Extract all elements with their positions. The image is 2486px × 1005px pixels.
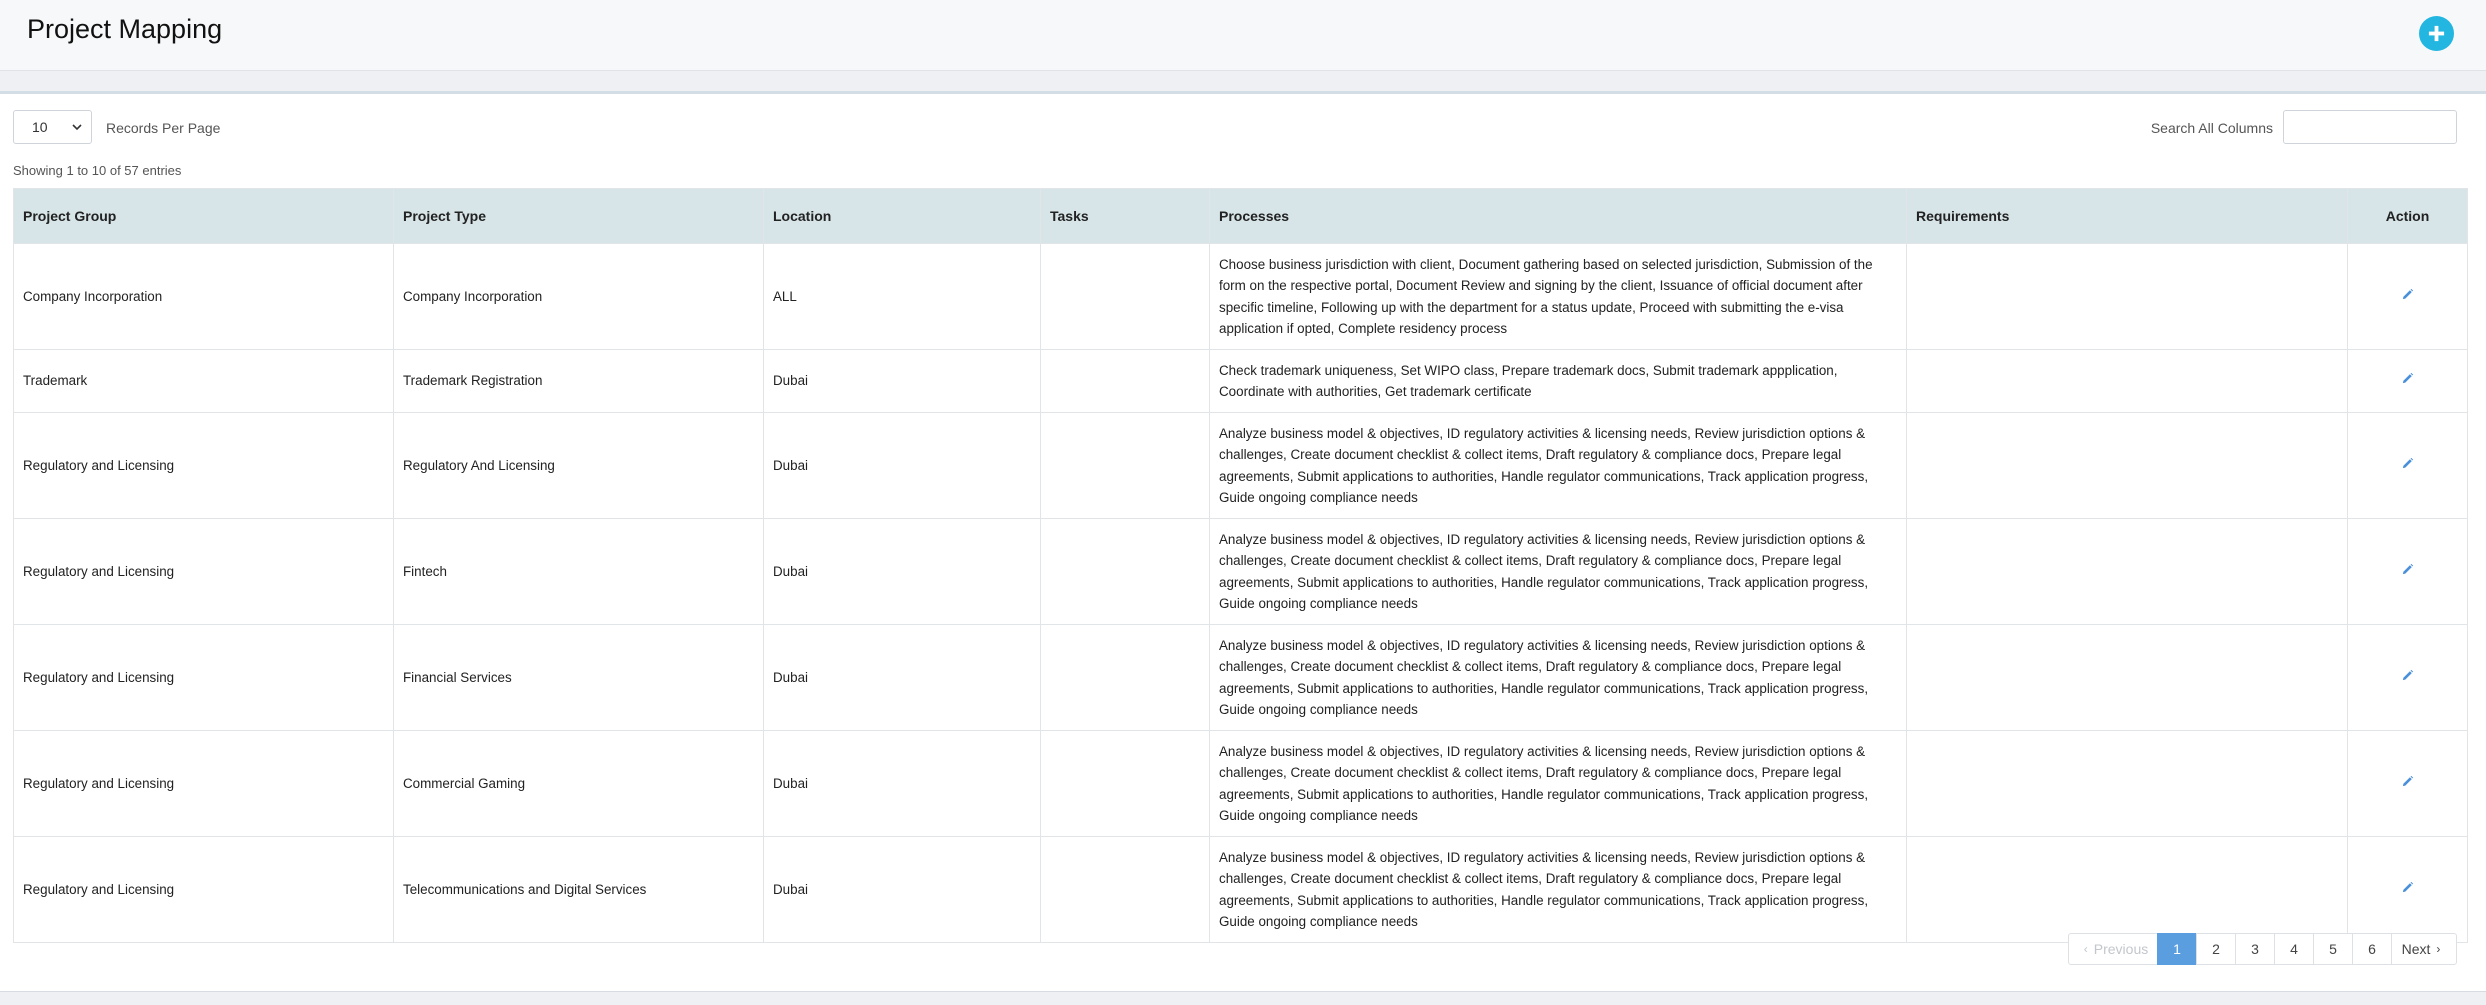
page-5-button[interactable]: 5 (2313, 933, 2353, 965)
action-cell (2348, 519, 2468, 625)
column-header-action[interactable]: Action (2348, 189, 2468, 244)
processes-cell: Choose business jurisdiction with client, Document gathering based on selected jurisdiction, Submission of the form on the respective portal, Document Review and signing by the client, Issuance of official document after specific timeline, Following up with the department for a status update, Proceed with submitting the e-visa application if opted, Complete residency process (1210, 244, 1907, 350)
project-group-cell: Regulatory and Licensing (14, 837, 394, 943)
page-2-button[interactable]: 2 (2196, 933, 2236, 965)
location-cell: Dubai (764, 413, 1041, 519)
page-4-button[interactable]: 4 (2274, 933, 2314, 965)
pencil-icon[interactable] (2401, 561, 2414, 574)
tasks-cell (1041, 731, 1210, 837)
search-input[interactable] (2283, 110, 2457, 144)
pencil-icon[interactable] (2401, 879, 2414, 892)
chevron-right-icon: › (2436, 942, 2441, 956)
project-type-cell: Fintech (394, 519, 764, 625)
records-per-page-value: 10 (32, 119, 48, 135)
processes-cell: Analyze business model & objectives, ID regulatory activities & licensing needs, Review jurisdiction options & challenges, Create document checklist & collect items, Draft regulatory & compliance docs, Prepare legal agreements, Submit applications to authorities, Handle regulator communications, Track application progress, Guide ongoing compliance needs (1210, 413, 1907, 519)
pagination (2069, 933, 2457, 965)
project-type-cell: Commercial Gaming (394, 731, 764, 837)
location-cell: Dubai (764, 519, 1041, 625)
project-type-cell: Financial Services (394, 625, 764, 731)
tasks-cell (1041, 413, 1210, 519)
table-row (14, 837, 2468, 943)
action-cell (2348, 413, 2468, 519)
project-type-cell: Regulatory And Licensing (394, 413, 764, 519)
pencil-icon[interactable] (2401, 773, 2414, 786)
action-cell (2348, 625, 2468, 731)
location-cell: Dubai (764, 731, 1041, 837)
action-cell (2348, 731, 2468, 837)
table-header-row (14, 189, 2468, 244)
requirements-cell (1907, 519, 2348, 625)
column-header-requirements[interactable]: Requirements (1907, 189, 2348, 244)
project-group-cell: Regulatory and Licensing (14, 519, 394, 625)
project-group-cell: Company Incorporation (14, 244, 394, 350)
location-cell: ALL (764, 244, 1041, 350)
location-cell: Dubai (764, 837, 1041, 943)
processes-cell: Analyze business model & objectives, ID regulatory activities & licensing needs, Review jurisdiction options & challenges, Create document checklist & collect items, Draft regulatory & compliance docs, Prepare legal agreements, Submit applications to authorities, Handle regulator communications, Track application progress, Guide ongoing compliance needs (1210, 519, 1907, 625)
project-type-cell: Telecommunications and Digital Services (394, 837, 764, 943)
records-per-page-select[interactable] (13, 110, 92, 144)
project-group-cell: Regulatory and Licensing (14, 625, 394, 731)
processes-cell: Analyze business model & objectives, ID regulatory activities & licensing needs, Review jurisdiction options & challenges, Create document checklist & collect items, Draft regulatory & compliance docs, Prepare legal agreements, Submit applications to authorities, Handle regulator communications, Track application progress, Guide ongoing compliance needs (1210, 837, 1907, 943)
pencil-icon[interactable] (2401, 370, 2414, 383)
requirements-cell (1907, 350, 2348, 413)
tasks-cell (1041, 244, 1210, 350)
table-row (14, 244, 2468, 350)
project-type-cell: Trademark Registration (394, 350, 764, 413)
action-cell (2348, 837, 2468, 943)
page-title: Project Mapping (27, 14, 223, 44)
action-cell (2348, 244, 2468, 350)
project-group-cell: Trademark (14, 350, 394, 413)
top-bar (0, 0, 2486, 71)
chevron-down-icon (72, 122, 82, 132)
chevron-left-icon: ‹ (2083, 942, 2088, 956)
column-header-location[interactable]: Location (764, 189, 1041, 244)
project-type-cell: Company Incorporation (394, 244, 764, 350)
tasks-cell (1041, 519, 1210, 625)
location-cell: Dubai (764, 625, 1041, 731)
requirements-cell (1907, 731, 2348, 837)
previous-label: Previous (2093, 941, 2149, 957)
requirements-cell (1907, 837, 2348, 943)
requirements-cell (1907, 244, 2348, 350)
page-6-button[interactable]: 6 (2352, 933, 2392, 965)
requirements-cell (1907, 413, 2348, 519)
table-row (14, 413, 2468, 519)
tasks-cell (1041, 837, 1210, 943)
next-label: Next (2401, 941, 2431, 957)
column-header-project-type[interactable]: Project Type (394, 189, 764, 244)
table-body (14, 244, 2468, 943)
column-header-project-group[interactable]: Project Group (14, 189, 394, 244)
processes-cell: Analyze business model & objectives, ID regulatory activities & licensing needs, Review jurisdiction options & challenges, Create document checklist & collect items, Draft regulatory & compliance docs, Prepare legal agreements, Submit applications to authorities, Handle regulator communications, Track application progress, Guide ongoing compliance needs (1210, 625, 1907, 731)
table-row (14, 350, 2468, 413)
search-label: Search All Columns (2150, 120, 2273, 136)
table-card (0, 91, 2486, 992)
project-group-cell: Regulatory and Licensing (14, 731, 394, 837)
pencil-icon[interactable] (2401, 286, 2414, 299)
table-row (14, 519, 2468, 625)
table-row (14, 731, 2468, 837)
processes-cell: Check trademark uniqueness, Set WIPO class, Prepare trademark docs, Submit trademark appplication, Coordinate with authorities, Get trademark certificate (1210, 350, 1907, 413)
add-project-mapping-button[interactable] (2419, 16, 2454, 51)
pencil-icon[interactable] (2401, 667, 2414, 680)
tasks-cell (1041, 625, 1210, 731)
action-cell (2348, 350, 2468, 413)
page-3-button[interactable]: 3 (2235, 933, 2275, 965)
requirements-cell (1907, 625, 2348, 731)
pencil-icon[interactable] (2401, 455, 2414, 468)
project-group-cell: Regulatory and Licensing (14, 413, 394, 519)
tasks-cell (1041, 350, 1210, 413)
page-1-button[interactable]: 1 (2157, 933, 2197, 965)
entries-info: Showing 1 to 10 of 57 entries (13, 163, 182, 178)
plus-icon (2427, 24, 2446, 43)
previous-page-button[interactable] (2068, 933, 2158, 965)
project-mapping-table (13, 188, 2468, 943)
column-header-tasks[interactable]: Tasks (1041, 189, 1210, 244)
next-page-button[interactable] (2391, 933, 2457, 965)
column-header-processes[interactable]: Processes (1210, 189, 1907, 244)
table-row (14, 625, 2468, 731)
processes-cell: Analyze business model & objectives, ID regulatory activities & licensing needs, Review jurisdiction options & challenges, Create document checklist & collect items, Draft regulatory & compliance docs, Prepare legal agreements, Submit applications to authorities, Handle regulator communications, Track application progress, Guide ongoing compliance needs (1210, 731, 1907, 837)
records-per-page-label: Records Per Page (106, 120, 221, 136)
location-cell: Dubai (764, 350, 1041, 413)
